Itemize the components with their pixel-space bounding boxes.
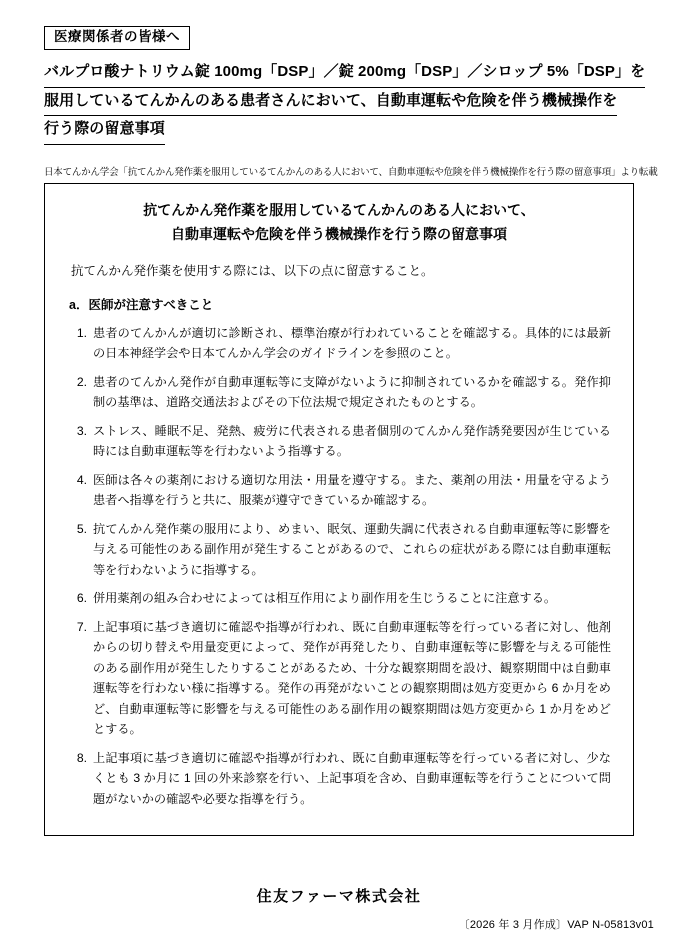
guidance-box-title-line-1: 抗てんかん発作薬を服用しているてんかんのある人において、 bbox=[143, 201, 535, 218]
list-item-number: 6. bbox=[76, 591, 87, 606]
list-item bbox=[67, 588, 611, 609]
guidance-item-list bbox=[67, 323, 611, 810]
page-title-line-2: 服用しているてんかんのある患者さんにおいて、自動車運転や危険を伴う機械操作を bbox=[44, 88, 634, 117]
audience-tag: 医療関係者の皆様へ bbox=[44, 26, 190, 50]
guidance-lead-text: 抗てんかん発作薬を使用する際には、以下の点に留意すること。 bbox=[71, 263, 434, 278]
list-item-number: 3. bbox=[76, 423, 87, 438]
list-item-number: 8. bbox=[76, 750, 87, 765]
list-item-text: ストレス、睡眠不足、発熱、疲労に代表される患者個別のてんかん発作誘発要因が生じている時には自動車運転等を行わないよう指導する。 bbox=[93, 423, 611, 459]
list-item-text: 患者のてんかんが適切に診断され、標準治療が行われていることを確認する。具体的には最新の日本神経学会や日本てんかん学会のガイドラインを参照のこと。 bbox=[93, 325, 611, 361]
list-item-number: 1. bbox=[76, 325, 87, 340]
list-item-text: 患者のてんかん発作が自動車運転等に支障がないように抑制されているかを確認する。発作抑制の基準は、道路交通法およびその下位法規で規定されたものとする。 bbox=[93, 374, 611, 410]
guidance-box bbox=[44, 183, 634, 837]
source-note: 日本てんかん学会「抗てんかん発作薬を服用しているてんかんのある人において、自動車運転や危険を伴う機械操作を行う際の留意事項」より転載 bbox=[44, 167, 658, 179]
list-item-number: 4. bbox=[76, 472, 87, 487]
section-heading-a: a．医師が注意すべきこと bbox=[69, 297, 214, 312]
list-item-number: 5. bbox=[76, 521, 87, 536]
document-page bbox=[0, 26, 678, 946]
list-item-text: 併用薬剤の組み合わせによっては相互作用により副作用を生じうることに注意する。 bbox=[93, 591, 557, 606]
page-title-line-3: 行う際の留意事項 bbox=[44, 116, 634, 145]
list-item-number: 7. bbox=[76, 619, 87, 634]
list-item-number: 2. bbox=[76, 374, 87, 389]
list-item bbox=[67, 421, 611, 462]
list-item bbox=[67, 519, 611, 581]
guidance-box-title-line-2: 自動車運転や危険を伴う機械操作を行う際の留意事項 bbox=[171, 226, 507, 243]
list-item bbox=[67, 323, 611, 364]
header-tag-wrapper bbox=[44, 26, 678, 50]
list-item-text: 上記事項に基づき適切に確認や指導が行われ、既に自動車運転等を行っている者に対し、少なくとも 3 か月に 1 回の外来診察を行い、上記事項を含め、自動車運転等を行うことについて問題がないかの確認や必要な指導を行う。 bbox=[93, 750, 611, 806]
document-code: 〔2026 年 3 月作成〕VAP N-05813v01 bbox=[458, 919, 654, 931]
list-item bbox=[67, 748, 611, 810]
list-item-text: 抗てんかん発作薬の服用により、めまい、眠気、運動失調に代表される自動車運転等に影響を与える可能性のある副作用が発生することがあるので、これらの症状がある際には自動車運転等を行わないように指導する。 bbox=[93, 521, 611, 577]
list-item bbox=[67, 470, 611, 511]
page-title bbox=[44, 59, 646, 145]
list-item-text: 上記事項に基づき適切に確認や指導が行われ、既に自動車運転等を行っている者に対し、他剤からの切り替えや用量変更によって、発作が再発したり、自動車運転等に影響を与える可能性のある副作用が発生したりすることがあるため、十分な観察期間を設け、観察期間中は自動車運転等を行わない様に指導する。発作の再発がないことの観察期間は処方変更から 6 か月をめど、自動車運転等に影響を与える可能性のある副作用の観察期間は処方変更から 1 か月をめどとする。 bbox=[93, 619, 611, 737]
guidance-box-title bbox=[67, 198, 611, 247]
company-name: 住友ファーマ株式会社 bbox=[256, 888, 422, 905]
list-item-text: 医師は各々の薬剤における適切な用法・用量を遵守する。また、薬剤の用法・用量を守るよう患者へ指導を行うと共に、服薬が遵守できているか確認する。 bbox=[93, 472, 611, 508]
list-item bbox=[67, 617, 611, 740]
list-item bbox=[67, 372, 611, 413]
page-title-line-1: バルプロ酸ナトリウム錠 100mg「DSP」／錠 200mg「DSP」／シロップ 5%「DSP」を bbox=[44, 59, 634, 88]
